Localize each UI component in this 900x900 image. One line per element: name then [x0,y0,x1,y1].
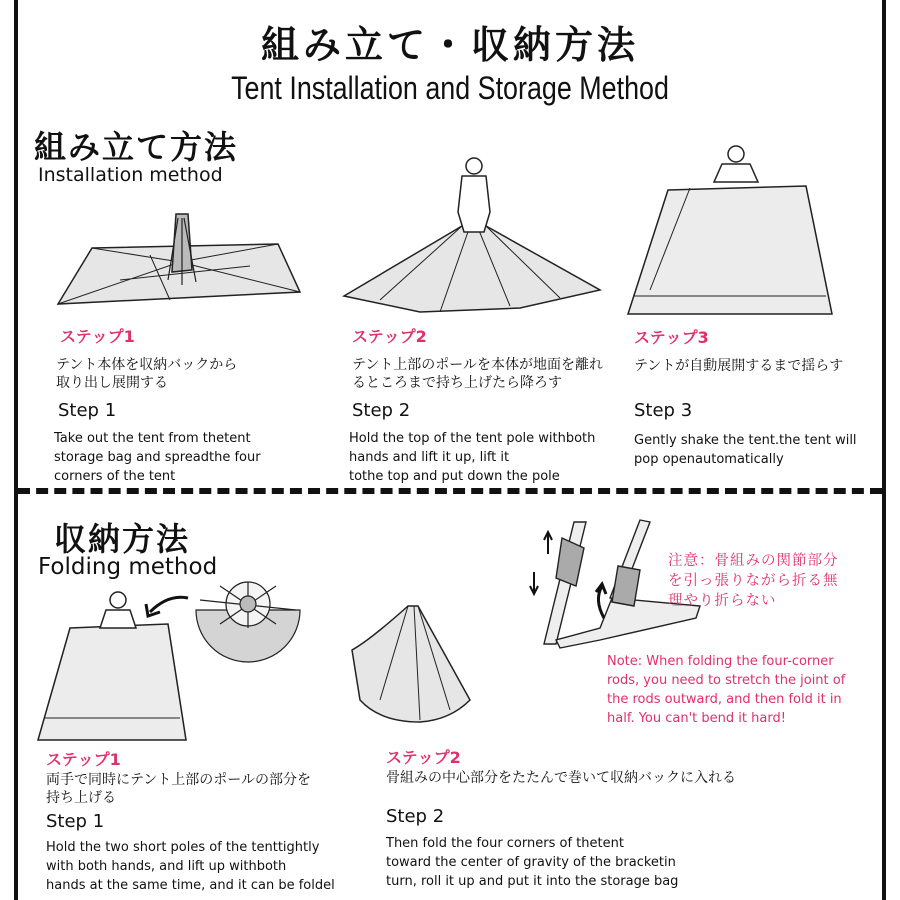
caution-note-en: Note: When folding the four-corner rods, you need to stretch the joint of the rods outward, and then fold it in half. You can't bend it hard! [607,654,846,726]
folding-heading-ja: 収納方法 [54,520,191,558]
fold-step1-label-ja: ステップ1 [46,750,121,769]
install-step2-desc-ja: テント上部のポールを本体が地面を離れ るところまで持ち上げたら降ろす [352,357,604,391]
fold-step1-label-en: Step 1 [46,811,105,832]
tent-flat-illustration [58,214,300,304]
curved-arrow-icon [146,597,188,616]
fold-step2-label-ja: ステップ2 [386,748,461,767]
install-step3-label-en: Step 3 [634,400,693,421]
install-step1-label-en: Step 1 [58,400,117,421]
install-step2-label-en: Step 2 [352,400,411,421]
install-step3-desc-ja: テントが自動展開するまで揺らす [634,358,844,374]
fold-step2-desc-en: Then fold the four corners of thetent toward the center of gravity of the bracketin turn, roll it up and put it into the storage bag [386,836,679,889]
install-step1-label-ja: ステップ1 [60,327,135,346]
caution-note-ja: 注意：骨組みの関節部分 を引っ張りながら折る無 理やり折らない [668,553,839,609]
tent-fold-illustration [38,592,186,740]
tent-open-illustration [628,146,832,314]
page-title-ja: 組み立て・収納方法 [260,23,639,67]
install-step2-label-ja: ステップ2 [352,327,427,346]
installation-heading-ja: 組み立て方法 [34,128,239,166]
page-title-en: Tent Installation and Storage Method [231,70,669,106]
tent-lift-illustration [344,158,600,312]
fold-step1-desc-ja: 両手で同時にテント上部のポールの部分を 持ち上げる [46,772,312,806]
installation-heading-en: Installation method [38,164,223,186]
fold-step2-label-en: Step 2 [386,806,445,827]
fold-step2-desc-ja: 骨組みの中心部分をたたんで巻いて収納バックに入れる [386,770,736,786]
install-step2-desc-en: Hold the top of the tent pole withboth hands and lift it up, lift it tothe top and put down the pole [349,431,596,484]
section-divider [18,488,882,494]
frame-detail-illustration [196,582,300,662]
fold-step1-desc-en: Hold the two short poles of the tenttightly with both hands, and lift up withboth hands at the same time, and it can be foldel [46,840,335,893]
install-step1-desc-en: Take out the tent from thetent storage bag and spreadthe four corners of the tent [54,431,261,484]
folding-heading-en: Folding method [38,554,218,580]
install-step3-desc-en: Gently shake the tent.the tent will pop openautomatically [634,433,857,467]
tent-rolled-illustration [352,606,470,722]
install-step3-label-ja: ステップ3 [634,328,709,347]
install-step1-desc-ja: テント本体を収納バックから 取り出し展開する [56,357,238,391]
